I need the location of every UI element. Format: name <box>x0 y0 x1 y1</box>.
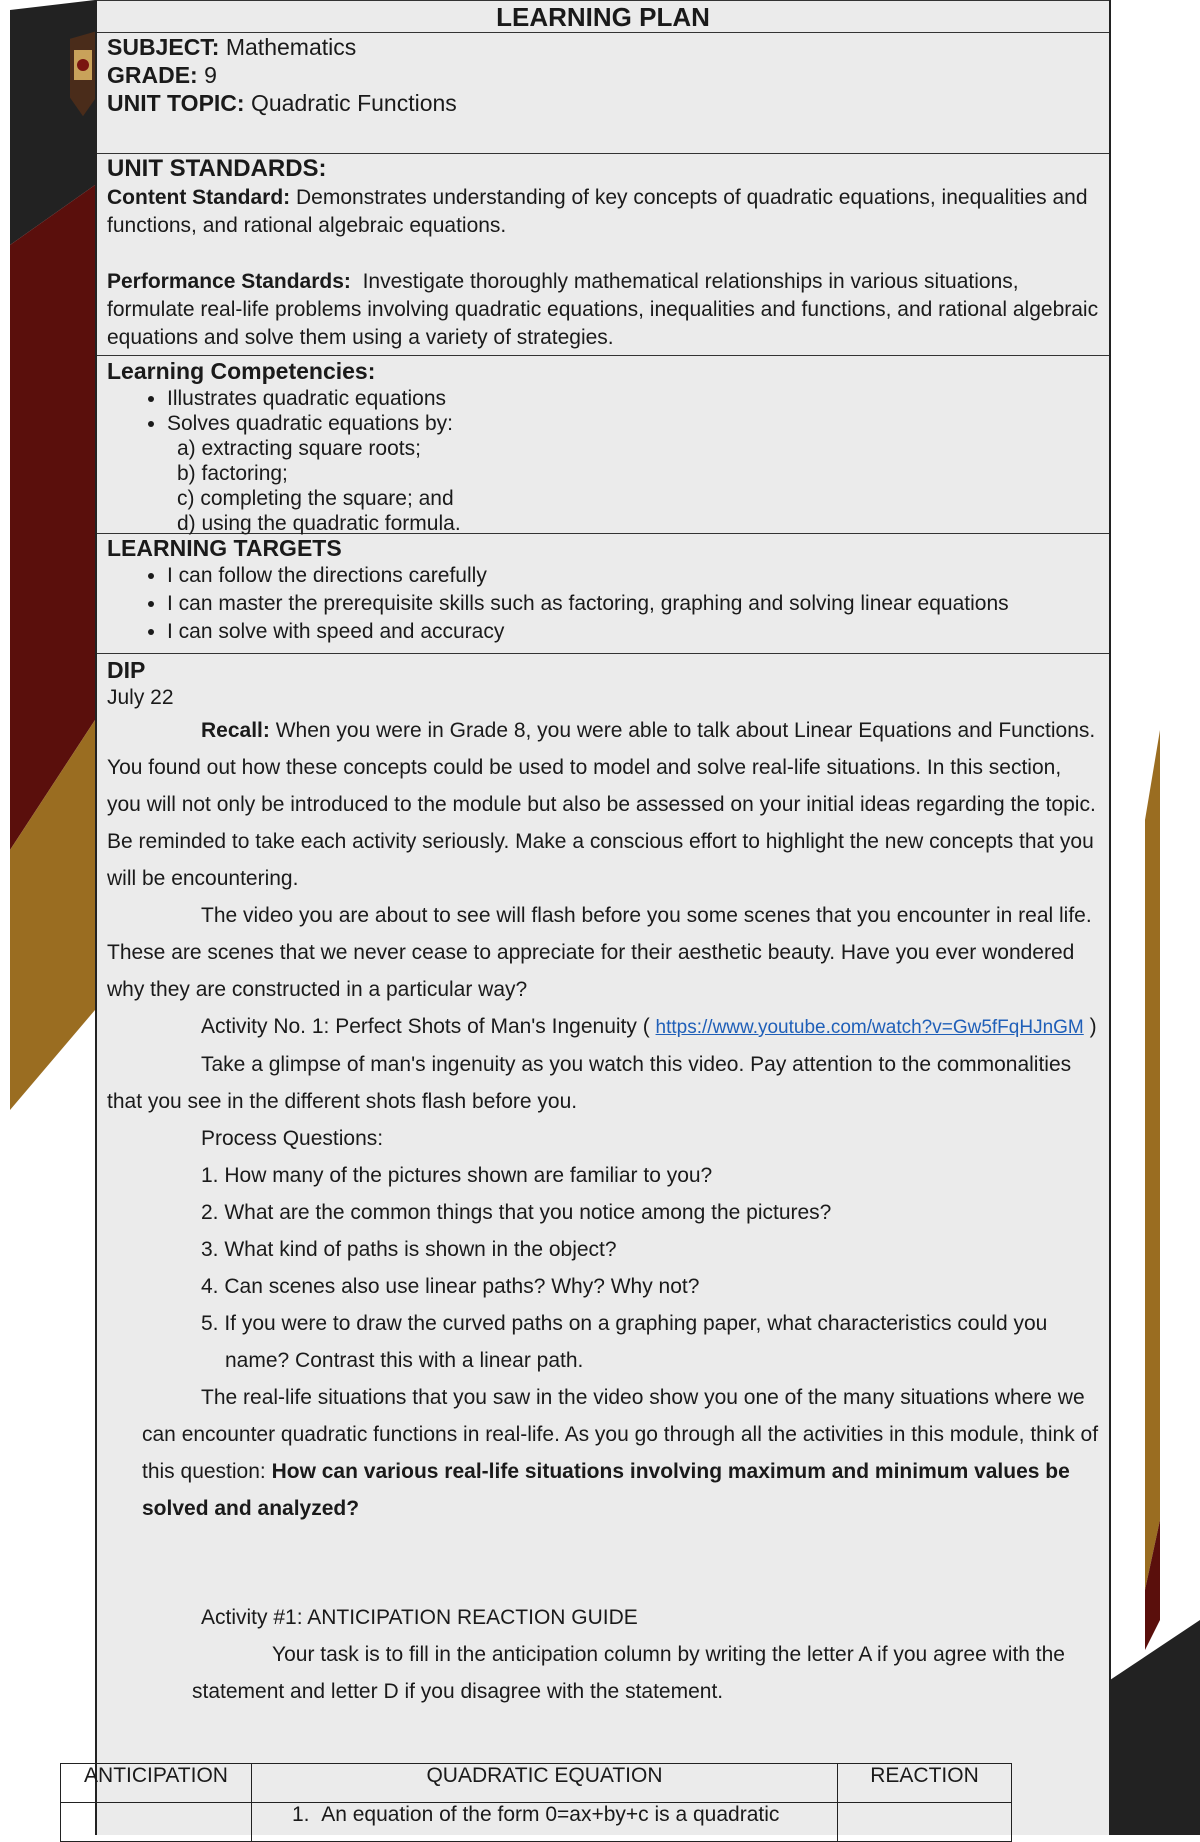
table-row <box>61 1803 1012 1842</box>
question-item: 2. What are the common things that you notice among the pictures? <box>201 1201 832 1224</box>
activity-1-close: ) <box>1089 1015 1097 1038</box>
recall-text: When you were in Grade 8, you were able to talk about Linear Equations and Functions. You found out how these concepts could be used to model and solve real-life situations. In this section, you will not only be introduced to the module but also be assessed on your initial ideas regarding the topic. Be reminded to take each activity seriously. Make a conscious effort to highlight the new concepts that you will be encountering. <box>107 719 1096 890</box>
realife-text: The real-life situations that you saw in the video show you one of the many situations where we can encounter quadratic functions in real-life. As you go through all the activities in this module, think of this question: <box>142 1386 1099 1483</box>
competencies-heading: Learning Competencies: <box>107 358 376 384</box>
content-standard-text: Demonstrates understanding of key concepts of quadratic equations, inequalities and functions, and rational algebraic equations. <box>107 186 1088 237</box>
glimpse-paragraph: Take a glimpse of man's ingenuity as you watch this video. Pay attention to the commonalities that you see in the different shots flash before you. <box>107 1053 1072 1113</box>
topic-value: Quadratic Functions <box>250 90 457 116</box>
table-header-row <box>61 1764 1012 1803</box>
list-item: • I can master the prerequisite skills such as factoring, graphing and solving linear equations <box>167 590 1099 618</box>
topic-label: UNIT TOPIC: <box>107 90 245 116</box>
dip-heading: DIP <box>107 657 146 683</box>
learning-plan-document <box>95 0 1111 1835</box>
list-item: • Illustrates quadratic equations <box>167 386 1099 411</box>
grade-label: GRADE: <box>107 62 198 88</box>
list-item: • I can solve with speed and accuracy <box>167 618 1099 646</box>
learning-targets-heading: LEARNING TARGETS <box>107 535 342 561</box>
list-item: d) using the quadratic formula. <box>177 512 461 535</box>
list-item: b) factoring; <box>177 462 288 485</box>
page-title: LEARNING PLAN <box>97 0 1109 33</box>
list-item: c) completing the square; and <box>177 487 454 510</box>
performance-standard-label: Performance Standards: <box>107 270 351 293</box>
row-number: 1. <box>292 1803 310 1826</box>
reaction-cell[interactable] <box>838 1803 1012 1842</box>
essential-question: How can various real-life situations involving maximum and minimum values be solved and analyzed? <box>142 1460 1070 1520</box>
statement-cell <box>252 1803 838 1842</box>
unit-standards-heading: UNIT STANDARDS: <box>107 155 327 182</box>
statement-text: An equation of the form 0=ax+by+c is a quadratic <box>321 1803 780 1826</box>
anticipation-table <box>60 1763 1012 1842</box>
dip-section <box>97 656 1109 1710</box>
list-item: • I can follow the directions carefully <box>167 562 1099 590</box>
list-item: • Solves quadratic equations by: <box>167 411 1099 436</box>
performance-standard-text: Investigate thoroughly mathematical relationships in various situations, formulate real-life problems involving quadratic equations, inequalities and functions, and rational algebraic equations and solve them using a variety of strategies. <box>107 270 1099 349</box>
info-section <box>97 33 1109 154</box>
content-standard-label: Content Standard: <box>107 186 291 209</box>
activity-2-title: Activity #1: ANTICIPATION REACTION GUIDE <box>201 1606 638 1629</box>
list-item: a) extracting square roots; <box>177 437 421 460</box>
column-header-reaction: REACTION <box>838 1764 1012 1803</box>
question-item: 4. Can scenes also use linear paths? Why? Why not? <box>201 1275 700 1298</box>
task-instructions: Your task is to fill in the anticipation column by writing the letter A if you agree with the statement and letter D if you disagree with the statement. <box>192 1643 1065 1703</box>
video-paragraph: The video you are about to see will flash before you some scenes that you encounter in real life. These are scenes that we never cease to appreciate for their aesthetic beauty. Have you ever wondered why they are constructed in a particular way? <box>107 904 1092 1001</box>
question-item: 3. What kind of paths is shown in the object? <box>201 1238 617 1261</box>
dip-date: July 22 <box>107 686 174 709</box>
unit-standards-section <box>97 154 1109 356</box>
question-item: 1. How many of the pictures shown are familiar to you? <box>201 1164 713 1187</box>
subject-label: SUBJECT: <box>107 34 220 60</box>
question-item: 5. If you were to draw the curved paths on a graphing paper, what characteristics could you name? Contrast this with a linear path. <box>201 1312 1048 1372</box>
subject-value: Mathematics <box>225 34 357 60</box>
recall-label: Recall: <box>201 719 270 742</box>
learning-targets-section <box>97 534 1109 654</box>
process-questions-label: Process Questions: <box>201 1127 384 1150</box>
anticipation-cell[interactable] <box>61 1803 252 1842</box>
activity-1-text: Activity No. 1: Perfect Shots of Man's Ingenuity ( <box>201 1015 650 1038</box>
video-link[interactable]: https://www.youtube.com/watch?v=Gw5fFqHJnGM <box>655 1017 1084 1038</box>
competencies-section <box>97 356 1109 534</box>
column-header-anticipation: ANTICIPATION <box>61 1764 252 1803</box>
grade-value: 9 <box>204 62 217 88</box>
column-header-quadratic-equation: QUADRATIC EQUATION <box>252 1764 838 1803</box>
